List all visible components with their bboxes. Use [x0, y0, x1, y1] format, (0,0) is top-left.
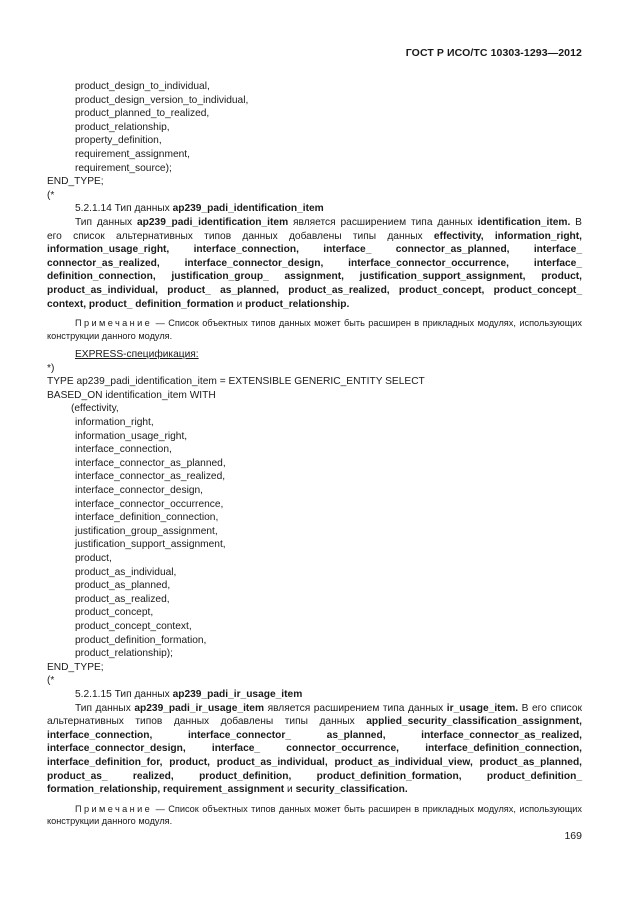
top-select-list [47, 80, 582, 175]
list-item: property_definition, [75, 135, 162, 147]
list-item: information_usage_right, [75, 430, 188, 442]
page-number: 169 [564, 830, 582, 842]
section-paragraph-5-2-1-14: Тип данных ap239_padi_identification_item является расширением типа данных identification_item. В его список альтернативных типов данных добавлены типы данных effectivity, information_right, information_usage_right, interface_connection, interface_ connector_as_planned, interface_ connector_as_realized, interface_connector_design, interface_connector_occurrence, interface_ definition_connection, justification_group_ assignment, justification_support_assignment, product, product_as_individual, product_ as_planned, product_as_realized, product_concept, product_concept_ context, product_ definition_formation и product_relationship. [47, 216, 582, 310]
comment-open: (* [47, 189, 55, 201]
comment-close: *) [47, 362, 55, 374]
end-type-statement: END_TYPE; [47, 176, 104, 188]
list-item: interface_connector_occurrence, [75, 498, 224, 510]
list-item: product_design_version_to_individual, [75, 94, 249, 106]
list-item: interface_connection, [75, 444, 172, 456]
list-item: interface_connector_as_realized, [75, 471, 226, 483]
note-5-2-1-14: Примечание — Список объектных типов данных может быть расширен в прикладных модулях, использующих конструкции данного модуля. [47, 318, 582, 341]
page-content [47, 80, 582, 834]
list-item: requirement_source); [75, 162, 172, 174]
list-item: product_concept_context, [75, 620, 192, 632]
list-item: product_design_to_individual, [75, 81, 210, 92]
list-item: interface_connector_as_planned, [75, 457, 226, 469]
list-item: justification_support_assignment, [75, 539, 226, 551]
list-item: information_right, [75, 417, 154, 429]
list-item: interface_connector_design, [75, 485, 203, 497]
express-spec-label: EXPRESS-спецификация: [75, 349, 199, 361]
comment-open: (* [47, 675, 55, 687]
based-on-statement: BASED_ON identification_item WITH [47, 389, 216, 401]
select-open: (effectivity, [71, 403, 119, 415]
express-select-list [47, 416, 582, 661]
section-heading-5-2-1-14: 5.2.1.14 Тип данных ap239_padi_identification_item [75, 203, 324, 215]
list-item: product_relationship, [75, 121, 170, 133]
list-item: justification_group_assignment, [75, 525, 218, 537]
list-item: product_as_planned, [75, 580, 171, 592]
list-item: interface_definition_connection, [75, 512, 219, 524]
list-item: product_definition_formation, [75, 634, 207, 646]
section-paragraph-5-2-1-15: Тип данных ap239_padi_ir_usage_item является расширением типа данных ir_usage_item. В его список альтернативных типов данных добавлены типы данных applied_security_classification_assignment, interface_connection, interface_connector_ as_planned, interface_connector_as_realized, interface_connector_design, interface_ connector_occurrence, interface_definition_connection, interface_definition_for, product, product_as_individual, product_as_individual_view, product_as_planned, product_as_ realized, product_definition, product_definition_formation, product_definition_ formation_relationship, requirement_assignment и security_classification. [47, 702, 582, 796]
type-declaration: TYPE ap239_padi_identification_item = EXTENSIBLE GENERIC_ENTITY SELECT [47, 376, 425, 388]
list-item: requirement_assignment, [75, 148, 190, 160]
note-5-2-1-15: Примечание — Список объектных типов данных может быть расширен в прикладных модулях, использующих конструкции данного модуля. [47, 803, 582, 827]
document-header: ГОСТ Р ИСО/ТС 10303-1293—2012 [405, 47, 582, 59]
list-item: product_as_individual, [75, 566, 177, 578]
list-item: product, [75, 553, 112, 564]
list-item: product_planned_to_realized, [75, 108, 210, 120]
list-item: product_relationship); [75, 648, 173, 660]
list-item: product_concept, [75, 607, 154, 619]
list-item: product_as_realized, [75, 593, 170, 605]
end-type-statement: END_TYPE; [47, 661, 104, 673]
section-heading-5-2-1-15: 5.2.1.15 Тип данных ap239_padi_ir_usage_item [75, 688, 303, 700]
